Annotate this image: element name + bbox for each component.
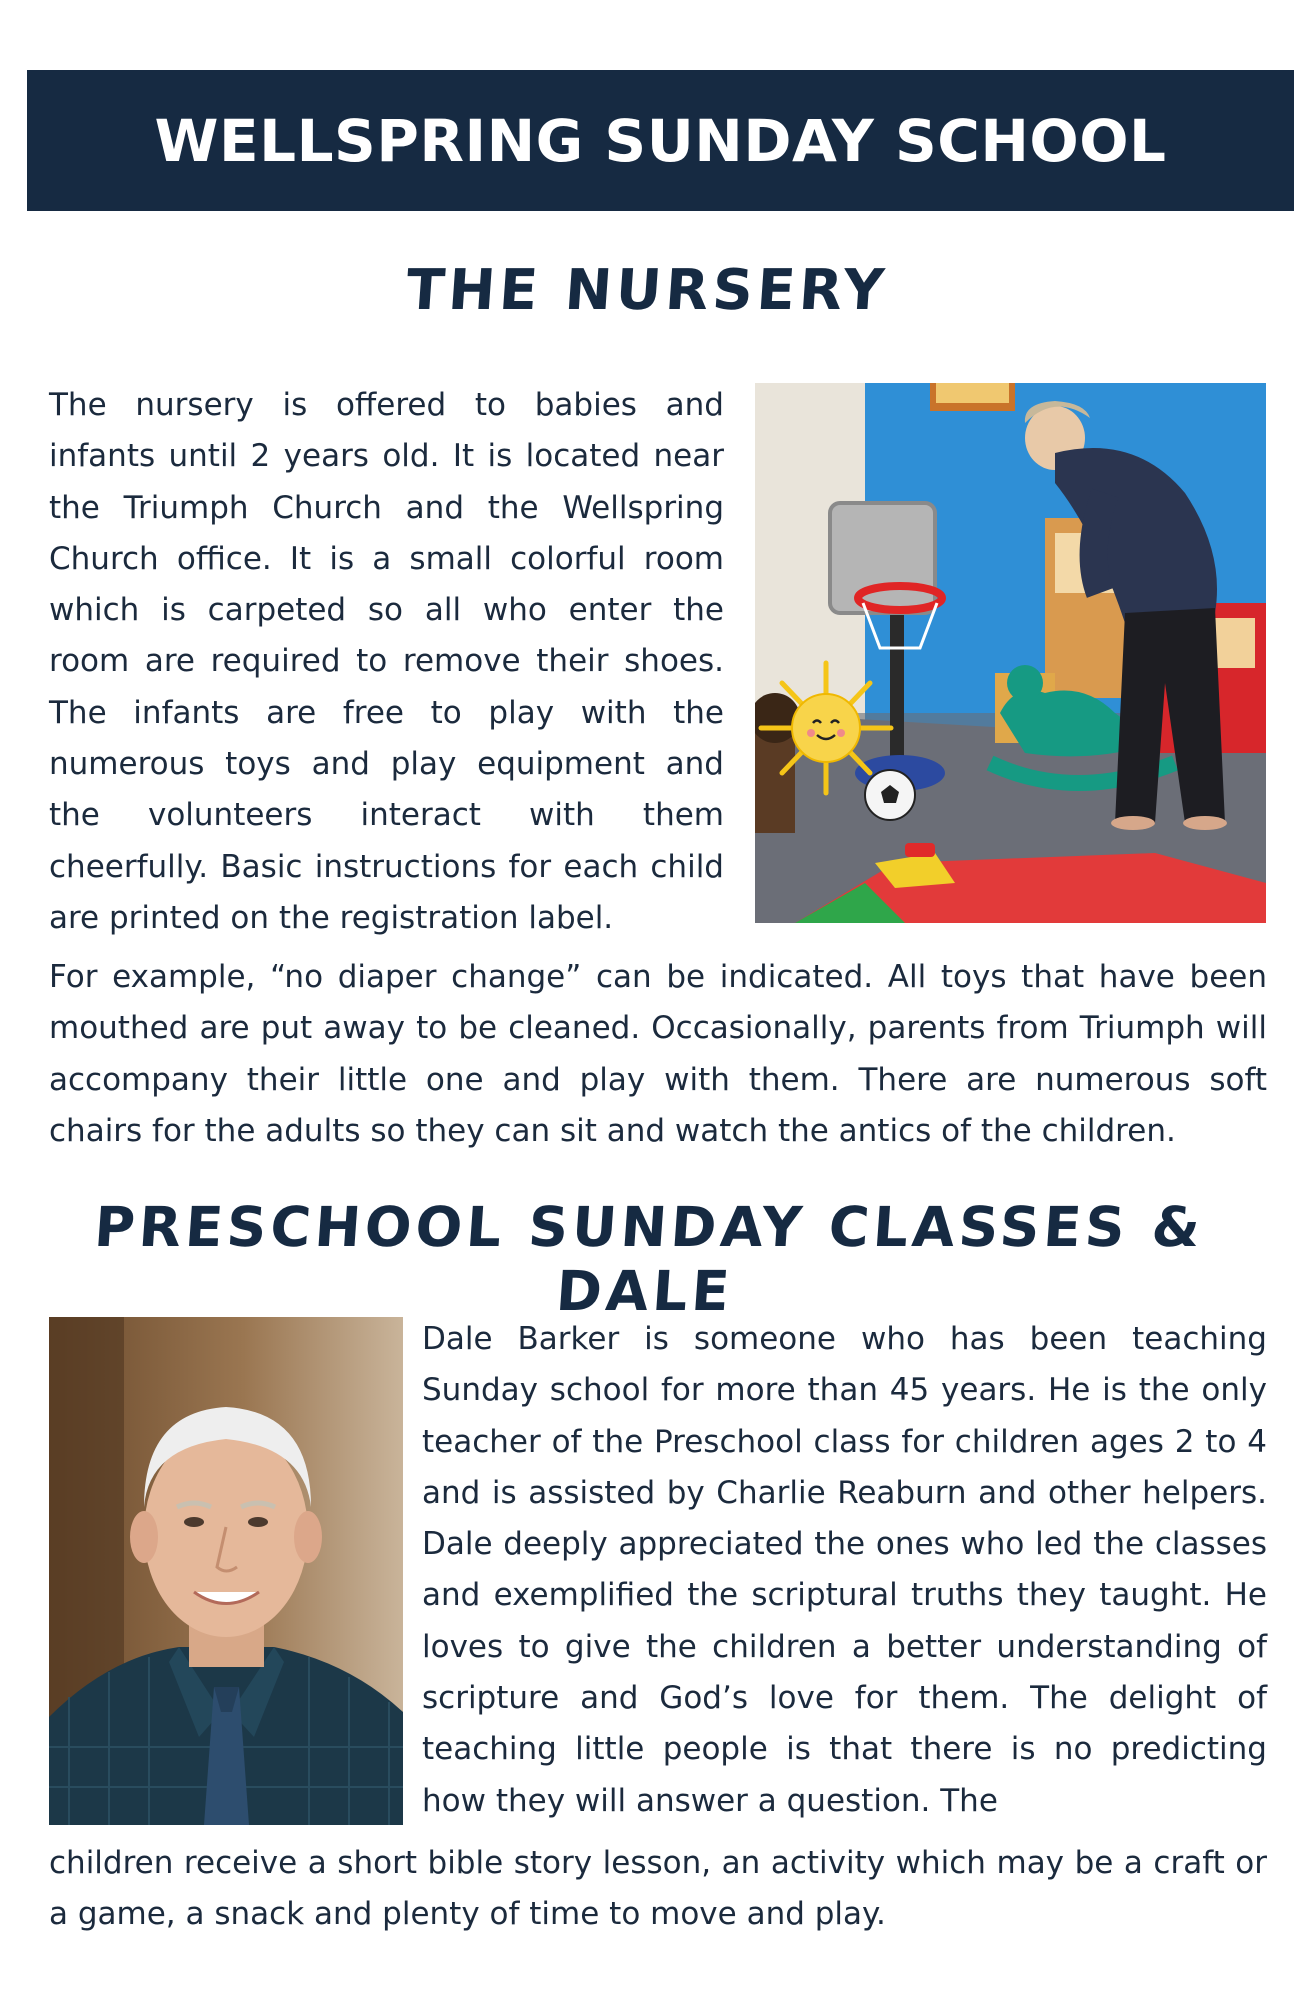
page-banner <box>27 70 1294 211</box>
section-heading-nursery: THE NURSERY <box>403 258 891 323</box>
nursery-photo <box>755 383 1266 923</box>
nursery-paragraph-wrapped: The nursery is offered to babies and infants until 2 years old. It is located near the Triumph Church and the Wellspring Church office. It is a small colorful room which is carpeted so all who enter the room are required to remove their shoes. The infants are free to play with the numerous toys and play equipment and the volunteers interact with them cheerfully. Basic instructions for each child are printed on the registration label. <box>49 387 724 936</box>
page-title: WELLSPRING SUNDAY SCHOOL <box>154 106 1167 175</box>
nursery-paragraph-full: For example, “no diaper change” can be indicated. All toys that have been mouthed are put away to be cleaned. Occasionally, parents from Triumph will accompany their little one and play with them. There are numerous soft chairs for the adults so they can sit and watch the antics of the children. <box>49 959 1267 1149</box>
dale-portrait-photo <box>49 1317 403 1825</box>
preschool-paragraph-wrapped: Dale Barker is someone who has been teaching Sunday school for more than 45 years. He is the only teacher of the Preschool class for children ages 2 to 4 and is assisted by Charlie Reaburn and other helpers. Dale deeply appreciated the ones who led the classes and exemplified the scriptural truths they taught. He loves to give the children a better understanding of scripture and God’s love for them. The delight of teaching little people is that there is no predicting how they will answer a question. The <box>422 1321 1267 1819</box>
preschool-paragraph-full: children receive a short bible story lesson, an activity which may be a craft or a game, a snack and plenty of time to move and play. <box>49 1845 1267 1933</box>
sun-sticker-icon <box>761 663 891 793</box>
section-heading-preschool: PRESCHOOL SUNDAY CLASSES & DALE <box>92 1195 1207 1323</box>
